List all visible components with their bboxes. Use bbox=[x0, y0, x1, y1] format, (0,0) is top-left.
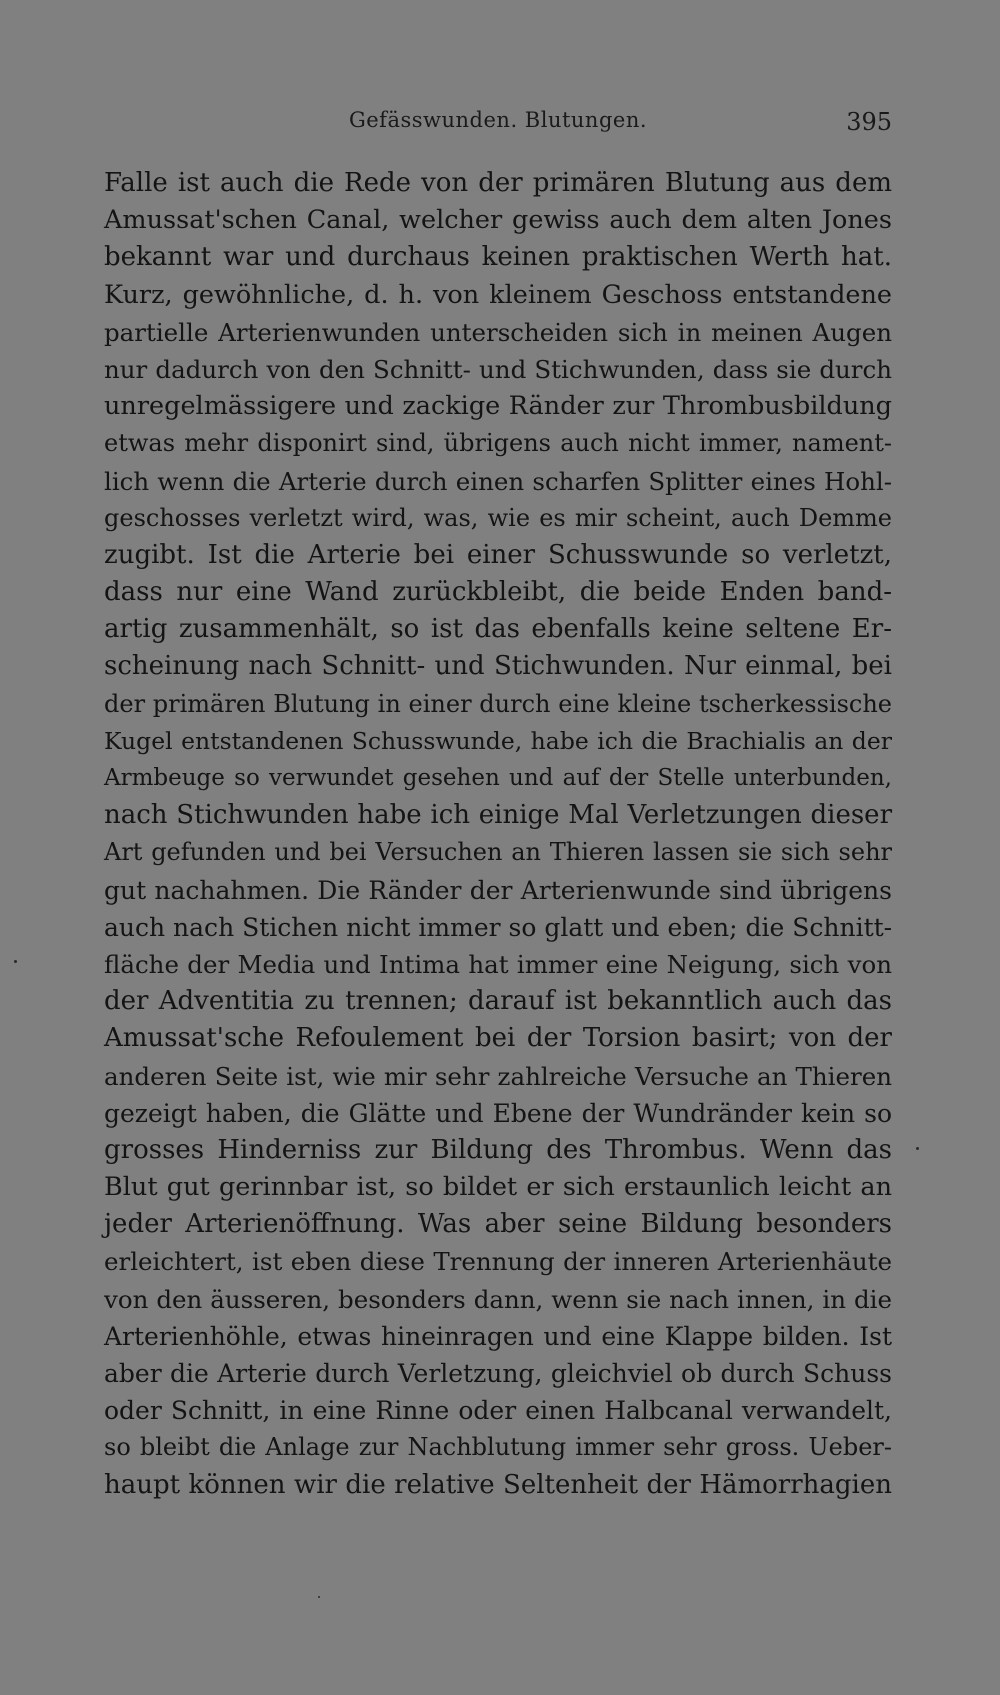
body-text bbox=[104, 165, 892, 1504]
text-line: Falle ist auch die Rede von der primären Blutung aus dem bbox=[104, 168, 892, 198]
text-line: haupt können wir die relative Seltenheit der Hämorrhagien bbox=[104, 1469, 892, 1500]
text-line: nach Stichwunden habe ich einige Mal Verletzungen dieser bbox=[104, 800, 892, 831]
text-line: erleichtert, ist eben diese Trennung der inneren Arterienhäute bbox=[104, 1247, 892, 1277]
scan-speck bbox=[318, 1596, 320, 1598]
running-title: Gefässwunden. Blutungen. bbox=[348, 108, 648, 132]
text-line: auch nach Stichen nicht immer so glatt und eben; die Schnitt- bbox=[104, 912, 893, 942]
text-line: der Adventitia zu trennen; darauf ist bekanntlich auch das bbox=[104, 986, 892, 1017]
text-line: dass nur eine Wand zurückbleibt, die beide Enden band- bbox=[104, 577, 892, 608]
text-line: gut nachahmen. Die Ränder der Arterienwunde sind übrigens bbox=[104, 875, 892, 905]
text-line: nur dadurch von den Schnitt- und Stichwunden, dass sie durch bbox=[104, 354, 892, 384]
text-line: scheinung nach Schnitt- und Stichwunden. Nur einmal, bei bbox=[104, 651, 892, 682]
scan-speck bbox=[916, 1147, 919, 1150]
text-line: zugibt. Ist die Arterie bei einer Schusswunde so verletzt, bbox=[104, 539, 892, 570]
text-line: gezeigt haben, die Glätte und Ebene der Wundränder kein so bbox=[104, 1098, 892, 1128]
text-line: anderen Seite ist, wie mir sehr zahlreiche Versuche an Thieren bbox=[104, 1061, 892, 1091]
text-line: Kurz, gewöhnliche, d. h. von kleinem Geschoss entstandene bbox=[104, 279, 892, 310]
text-line: lich wenn die Arterie durch einen scharfen Splitter eines Hohl- bbox=[104, 466, 892, 496]
scan-speck bbox=[14, 960, 17, 963]
text-line: der primären Blutung in einer durch eine kleine tscherkessische bbox=[104, 689, 892, 718]
text-line: Amussat'schen Canal, welcher gewiss auch dem alten Jones bbox=[104, 205, 892, 236]
text-line: oder Schnitt, in eine Rinne oder einen Halbcanal verwandelt, bbox=[104, 1396, 892, 1426]
text-line: so bleibt die Anlage zur Nachblutung immer sehr gross. Ueber- bbox=[104, 1433, 892, 1462]
text-line: von den äusseren, besonders dann, wenn sie nach innen, in die bbox=[104, 1284, 892, 1314]
text-line: Amussat'sche Refoulement bei der Torsion basirt; von der bbox=[104, 1023, 892, 1054]
text-line: fläche der Media und Intima hat immer eine Neigung, sich von bbox=[104, 949, 892, 979]
text-line: geschosses verletzt wird, was, wie es mir scheint, auch Demme bbox=[104, 503, 892, 532]
page-header bbox=[104, 108, 892, 144]
text-line: Art gefunden und bei Versuchen an Thieren lassen sie sich sehr bbox=[104, 838, 892, 867]
text-line: Kugel entstandenen Schusswunde, habe ich die Brachialis an der bbox=[104, 726, 892, 755]
text-line: etwas mehr disponirt sind, übrigens auch nicht immer, nament- bbox=[104, 429, 892, 458]
page-number: 395 bbox=[846, 108, 892, 136]
text-line: jeder Arterienöffnung. Was aber seine Bildung besonders bbox=[104, 1209, 892, 1240]
text-line: aber die Arterie durch Verletzung, gleichviel ob durch Schuss bbox=[104, 1359, 892, 1388]
text-line: partielle Arterienwunden unterscheiden sich in meinen Augen bbox=[104, 317, 892, 347]
text-line: Arterienhöhle, etwas hineinragen und eine Klappe bilden. Ist bbox=[104, 1321, 892, 1351]
text-line: bekannt war und durchaus keinen praktischen Werth hat. bbox=[104, 242, 892, 273]
text-line: Blut gut gerinnbar ist, so bildet er sich erstaunlich leicht an bbox=[104, 1172, 892, 1203]
text-line: grosses Hinderniss zur Bildung des Thrombus. Wenn das bbox=[104, 1134, 892, 1165]
text-line: Armbeuge so verwundet gesehen und auf der Stelle unterbunden, bbox=[104, 765, 892, 791]
text-line: artig zusammenhält, so ist das ebenfalls keine seltene Er- bbox=[104, 614, 892, 645]
text-line: unregelmässigere und zackige Ränder zur Thrombusbildung bbox=[104, 391, 892, 422]
